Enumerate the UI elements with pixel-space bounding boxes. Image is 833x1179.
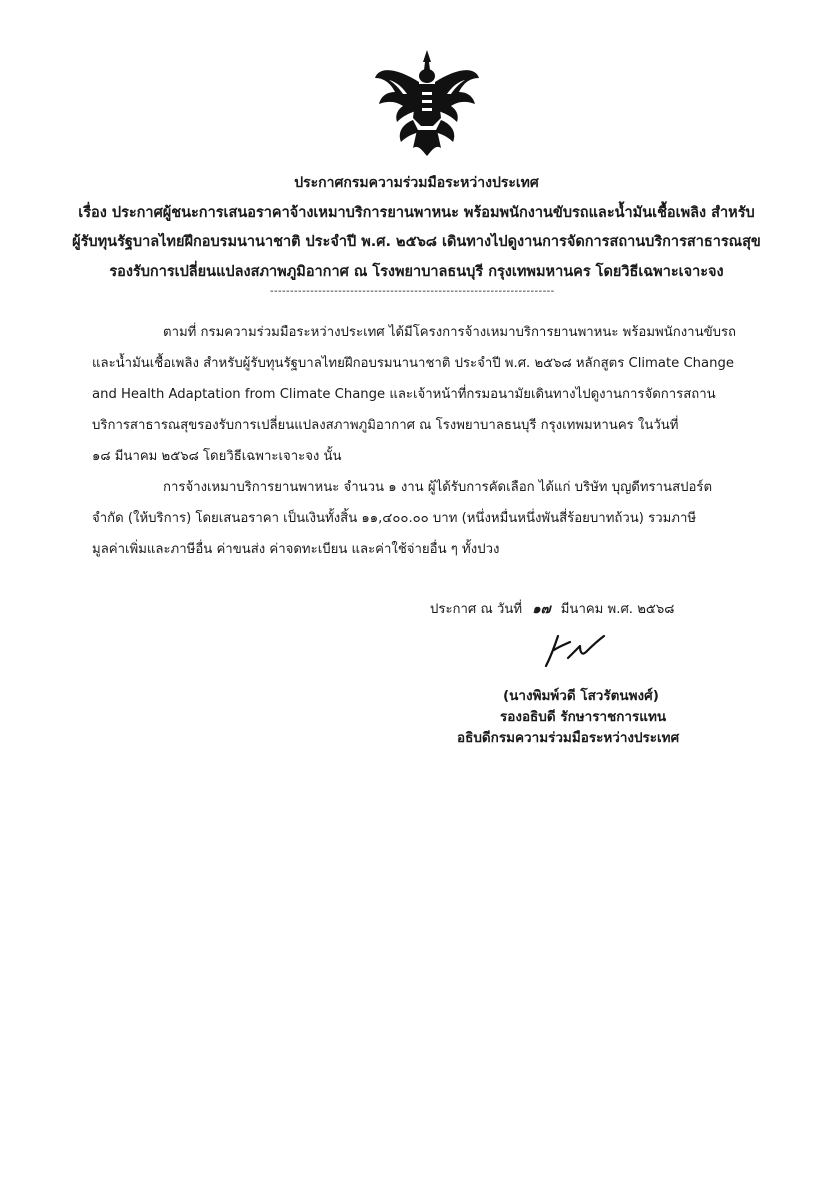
organization-title: ประกาศกรมความร่วมมือระหว่างประเทศ: [294, 175, 539, 191]
announcement-date: [430, 598, 674, 619]
paragraph2-line-1: การจ้างเหมาบริการยานพาหนะ จำนวน ๑ งาน ผู้ได้รับการคัดเลือก ได้แก่ บริษัท บุญดีทรานสปอร์ต: [163, 480, 713, 495]
announce-month-year: มีนาคม พ.ศ. ๒๕๖๘: [560, 602, 675, 617]
subject-line-2: ผู้รับทุนรัฐบาลไทยฝึกอบรมนานาชาติ ประจำปี พ.ศ. ๒๕๖๘ เดินทางไปดูงานการจัดการสถานบริการสาธารณสุข: [72, 234, 761, 250]
paragraph1-line-2: และน้ำมันเชื้อเพลิง สำหรับผู้รับทุนรัฐบาลไทยฝึกอบรมนานาชาติ ประจำปี พ.ศ. ๒๕๖๘ หลักสูตร Climate Change: [92, 356, 734, 371]
paragraph2-line-2: จำกัด (ให้บริการ) โดยเสนอราคา เป็นเงินทั้งสิ้น ๑๑,๔๐๐.๐๐ บาท (หนึ่งหมื่นหนึ่งพันสี่ร้อยบาทถ้วน) รวมภาษี: [92, 511, 697, 526]
announce-day: ๑๗: [532, 602, 551, 617]
paragraph1-line-3: and Health Adaptation from Climate Change และเจ้าหน้าที่กรมอนามัยเดินทางไปดูงานการจัดการสถาน: [92, 387, 716, 402]
paragraph2-line-3: มูลค่าเพิ่มและภาษีอื่น ค่าขนส่ง ค่าจดทะเบียน และค่าใช้จ่ายอื่น ๆ ทั้งปวง: [92, 542, 500, 557]
signer-title-1: รองอธิบดี รักษาราชการแทน: [500, 709, 667, 725]
signer-name: (นางพิมพ์วดี โสวรัตนพงศ์): [503, 688, 659, 704]
signer-title-2: อธิบดีกรมความร่วมมือระหว่างประเทศ: [457, 730, 680, 746]
paragraph1-line-4: บริการสาธารณสุขรองรับการเปลี่ยนแปลงสภาพภูมิอากาศ ณ โรงพยาบาลธนบุรี กรุงเทพมหานคร ในวันที่: [92, 418, 679, 433]
subject-line-1: เรื่อง ประกาศผู้ชนะการเสนอราคาจ้างเหมาบริการยานพาหนะ พร้อมพนักงานขับรถและน้ำมันเชื้อเพลิง สำหรับ: [78, 205, 755, 221]
paragraph1-line-5: ๑๘ มีนาคม ๒๕๖๘ โดยวิธีเฉพาะเจาะจง นั้น: [92, 449, 342, 464]
handwritten-signature: [540, 628, 610, 670]
announce-prefix: ประกาศ ณ วันที่: [430, 602, 523, 617]
subject-line-3: รองรับการเปลี่ยนแปลงสภาพภูมิอากาศ ณ โรงพยาบาลธนบุรี กรุงเทพมหานคร โดยวิธีเฉพาะเจาะจง: [109, 264, 724, 280]
paragraph1-line-1: ตามที่ กรมความร่วมมือระหว่างประเทศ ได้มีโครงการจ้างเหมาบริการยานพาหนะ พร้อมพนักงานขับรถ: [163, 325, 737, 340]
garuda-emblem: [367, 48, 487, 158]
divider-line: -----------------------------------------------------------------------: [270, 286, 555, 297]
